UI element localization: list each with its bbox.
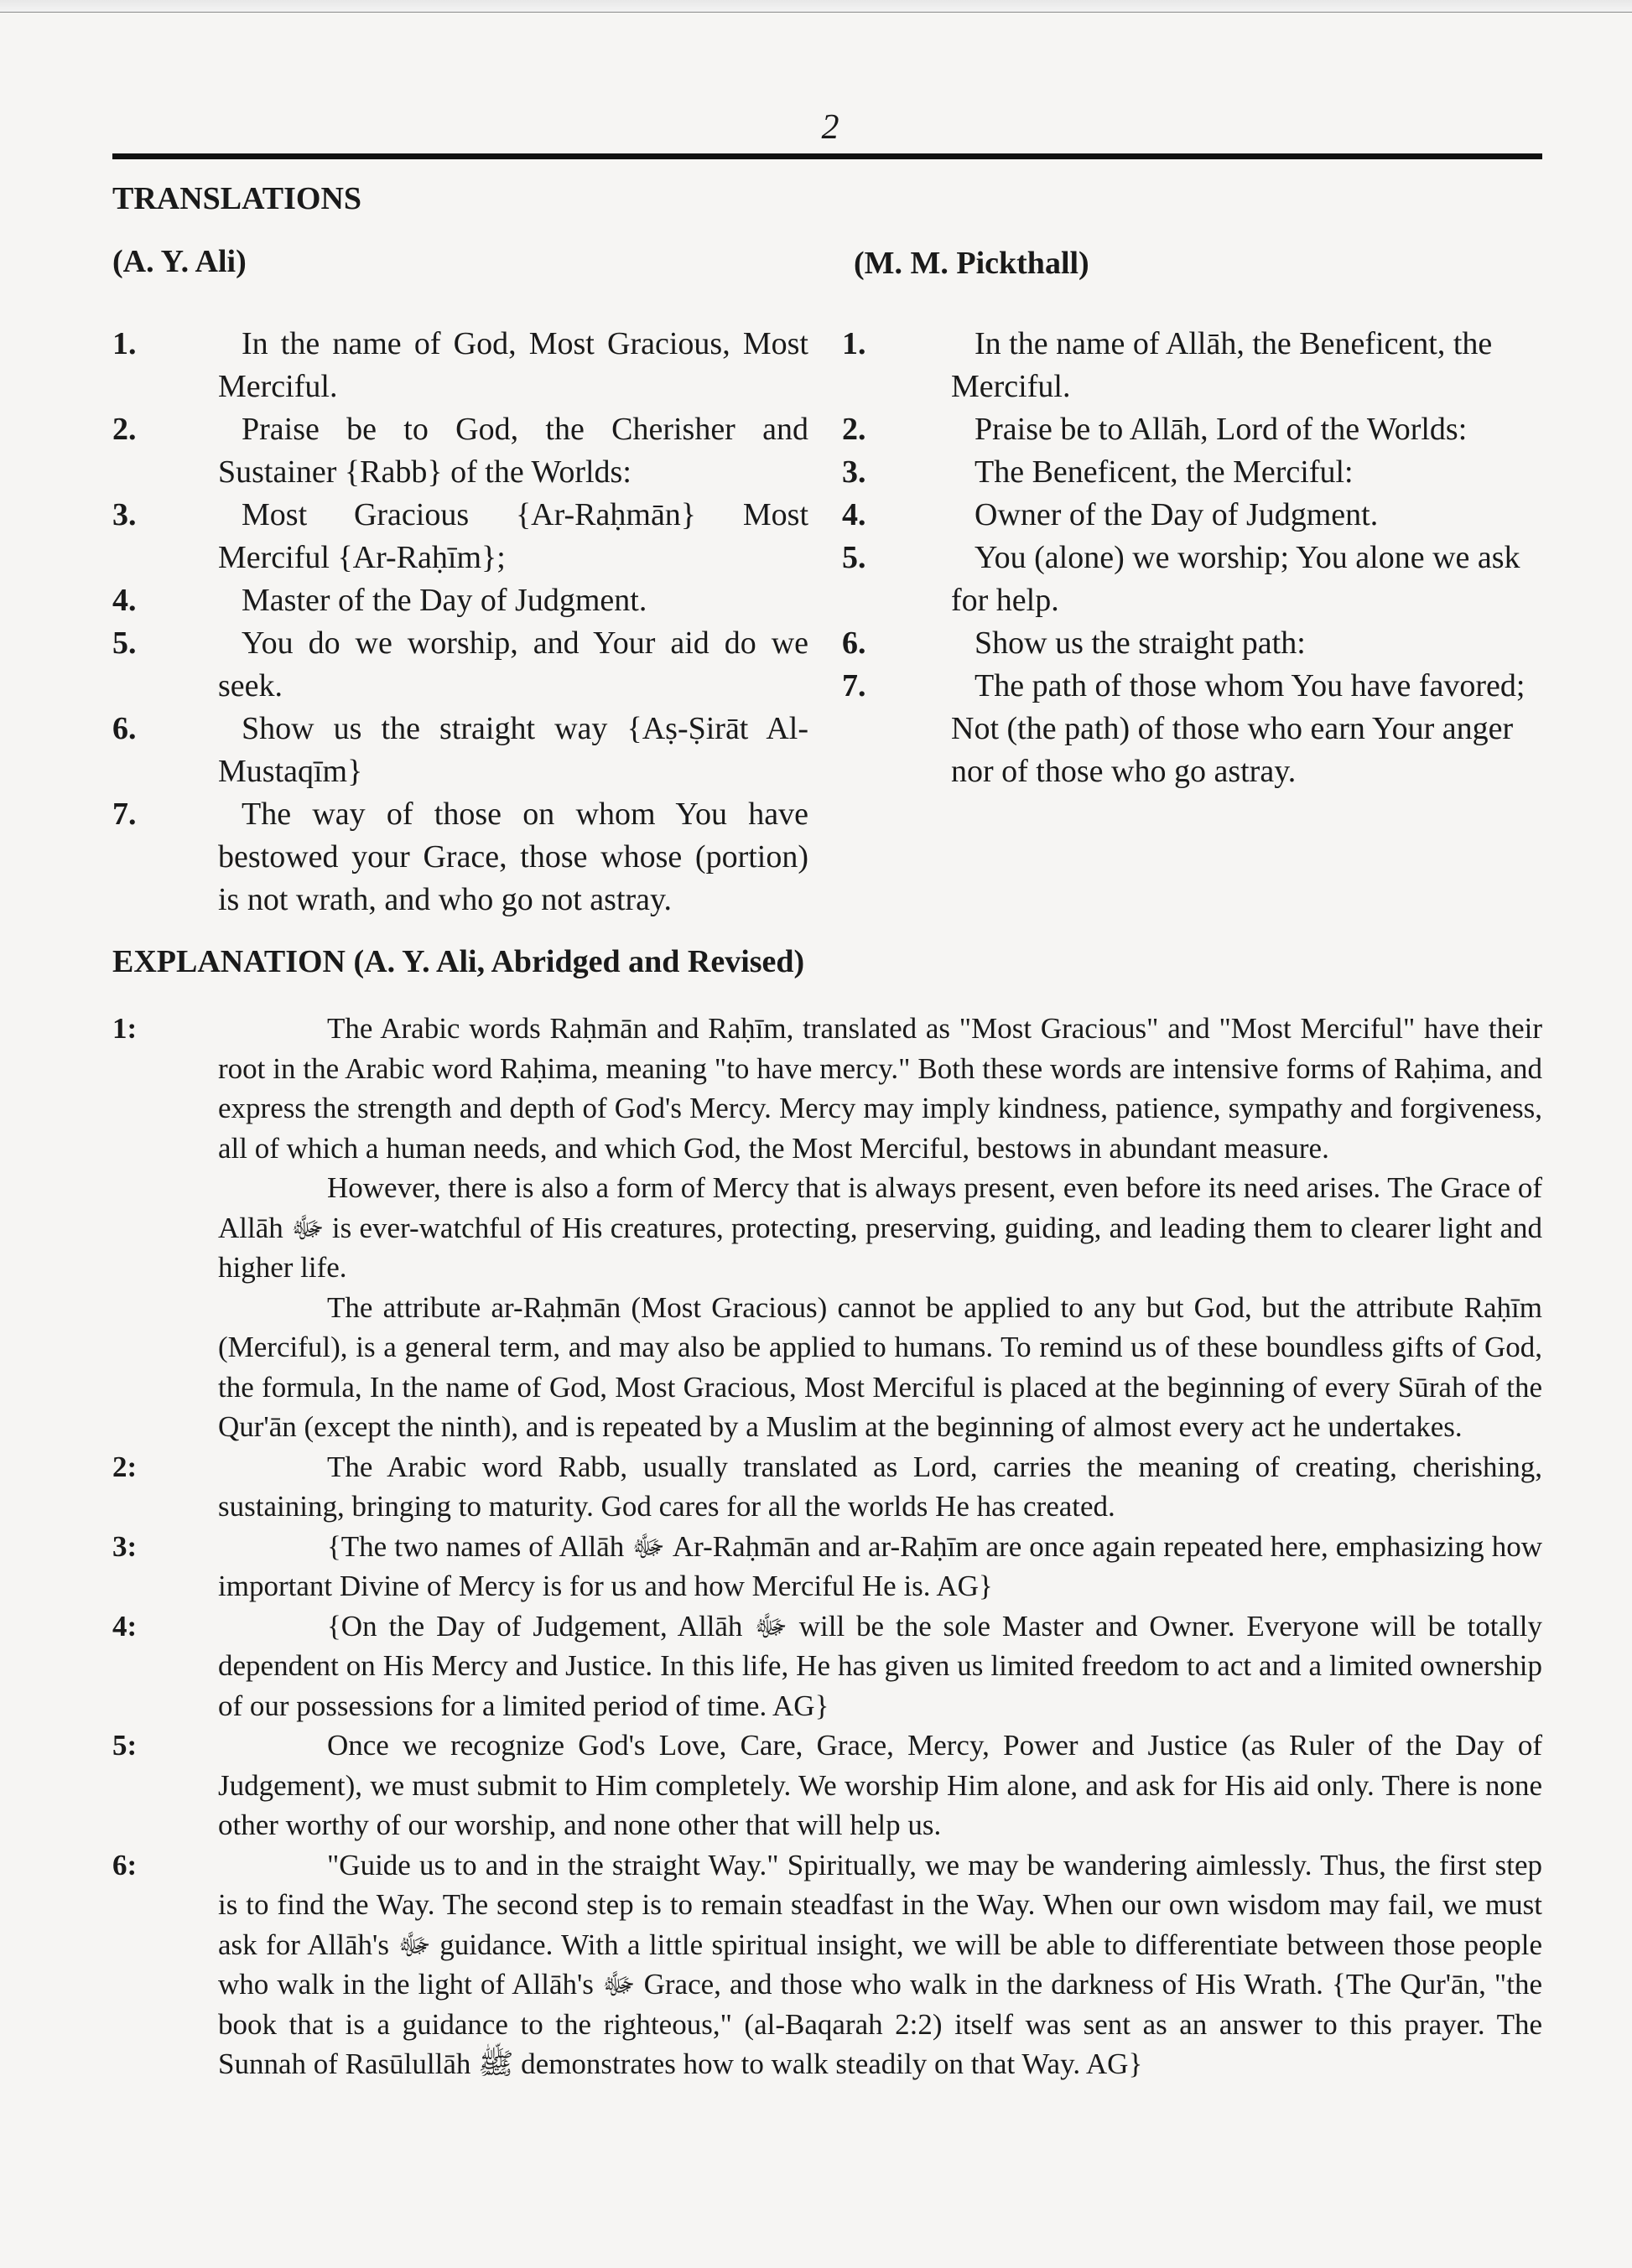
translation-column-pickthall bbox=[842, 323, 1542, 793]
translation-item bbox=[842, 494, 1542, 537]
verse-number: 4. bbox=[842, 497, 866, 532]
explanation-item bbox=[112, 1606, 1542, 1726]
explanation-paragraph: The Arabic word Rabb, usually translated as Lord, carries the meaning of creating, cherishing, sustaining, bringing to maturity. God cares for all the worlds He has created. bbox=[218, 1450, 1542, 1523]
verse-number: 4: bbox=[112, 1609, 138, 1643]
explanation-paragraph: {The two names of Allāh ﷻ Ar-Raḥmān and ar-Raḥīm are once again repeated here, emphasizing how important Divine of Mercy is for us and how Merciful He is. AG} bbox=[218, 1529, 1542, 1602]
translator-right-heading: (M. M. Pickthall) bbox=[854, 246, 1089, 281]
verse-text: The way of those on whom You have bestowed your Grace, those whose (portion) is not wrath, and who go not astray. bbox=[218, 797, 808, 917]
explanation-item bbox=[112, 1527, 1542, 1606]
translation-column-ali bbox=[112, 323, 808, 921]
translation-item bbox=[842, 665, 1542, 793]
verse-text: In the name of God, Most Gracious, Most Merciful. bbox=[218, 326, 808, 404]
explanation-item bbox=[112, 1845, 1542, 2084]
explanation-body bbox=[218, 1447, 1542, 1527]
header-rule bbox=[112, 153, 1542, 159]
translation-item bbox=[112, 494, 808, 579]
translation-item bbox=[112, 793, 808, 921]
verse-number: 4. bbox=[112, 583, 137, 618]
verse-number: 3: bbox=[112, 1529, 138, 1563]
explanation-paragraph: "Guide us to and in the straight Way." Spiritually, we may be wandering aimlessly. Thus, the first step is to find the Way. The second step is to remain steadfast in the Way. When our own wisdom may fail, we must ask for Allāh's ﷻ guidance. With a little spiritual insight, we will be able to differentiate between those people who walk in the light of Allāh's ﷻ Grace, and those who walk in the darkness of His Wrath. {The Qur'ān, "the book that is a guidance to the righteous," (al-Baqarah 2:2) itself was sent as an answer to this prayer. The Sunnah of Rasūlullāh ﷺ demonstrates how to walk steadily on that Way. AG} bbox=[218, 1848, 1542, 2080]
page-top-edge bbox=[0, 0, 1632, 13]
verse-text: Show us the straight path: bbox=[975, 625, 1306, 661]
verse-number: 5: bbox=[112, 1729, 138, 1762]
verse-number: 1. bbox=[112, 326, 137, 361]
explanation-item bbox=[112, 1009, 1542, 1447]
verse-number: 1. bbox=[842, 326, 866, 361]
verse-number: 2: bbox=[112, 1450, 138, 1483]
verse-number: 6. bbox=[112, 711, 137, 746]
explanation-body bbox=[218, 1606, 1542, 1726]
translation-item bbox=[842, 323, 1542, 408]
verse-text: Praise be to Allāh, Lord of the Worlds: bbox=[975, 412, 1468, 447]
explanation-paragraph: {On the Day of Judgement, Allāh ﷻ will be the sole Master and Owner. Everyone will be totally dependent on His Mercy and Justice. In this life, He has given us limited freedom to act and a limited ownership of our possessions for a limited period of time. AG} bbox=[218, 1609, 1542, 1722]
verse-number: 6. bbox=[842, 625, 866, 661]
explanation-item bbox=[112, 1447, 1542, 1527]
translation-item bbox=[112, 408, 808, 494]
verse-text: Show us the straight way {Aṣ-Ṣirāt Al-Mustaqīm} bbox=[218, 711, 808, 789]
translations-heading: TRANSLATIONS bbox=[112, 181, 362, 216]
verse-text: You do we worship, and Your aid do we seek. bbox=[218, 625, 808, 703]
verse-number: 2. bbox=[112, 412, 137, 447]
explanation-paragraph: The attribute ar-Raḥmān (Most Gracious) cannot be applied to any but God, but the attribute Raḥīm (Merciful), is a general term, and may also be applied to humans. To remind us of these boundless gifts of God, the formula, In the name of God, Most Gracious, Most Merciful is placed at the beginning of every Sūrah of the Qur'ān (except the ninth), and is repeated by a Muslim at the beginning of almost every act he undertakes. bbox=[218, 1290, 1542, 1443]
verse-number: 7. bbox=[842, 668, 866, 703]
explanation-body bbox=[218, 1726, 1542, 1845]
verse-number: 3. bbox=[842, 454, 866, 490]
translator-left-heading: (A. Y. Ali) bbox=[112, 244, 247, 279]
explanation-body bbox=[218, 1845, 1542, 2084]
verse-number: 5. bbox=[842, 540, 866, 575]
explanation-list bbox=[112, 1009, 1542, 2084]
explanation-paragraph: The Arabic words Raḥmān and Raḥīm, translated as "Most Gracious" and "Most Merciful" have their root in the Arabic word Raḥima, meaning "to have mercy." Both these words are intensive forms of Raḥima, and express the strength and depth of God's Mercy. Mercy may imply kindness, patience, sympathy and forgiveness, all of which a human needs, and which God, the Most Merciful, bestows in abundant measure. bbox=[218, 1012, 1542, 1165]
translation-item bbox=[842, 451, 1542, 494]
verse-text: In the name of Allāh, the Beneficent, the Merciful. bbox=[951, 326, 1493, 404]
page-number: 2 bbox=[821, 108, 839, 147]
explanation-body bbox=[218, 1009, 1542, 1447]
verse-number: 3. bbox=[112, 497, 137, 532]
verse-number: 5. bbox=[112, 625, 137, 661]
explanation-body bbox=[218, 1527, 1542, 1606]
verse-number: 2. bbox=[842, 412, 866, 447]
explanation-paragraph: However, there is also a form of Mercy that is always present, even before its need arises. The Grace of Allāh ﷻ is ever-watchful of His creatures, protecting, preserving, guiding, and leading them to clearer light and higher life. bbox=[218, 1171, 1542, 1284]
translation-item bbox=[112, 622, 808, 708]
verse-number: 7. bbox=[112, 797, 137, 832]
verse-text: Most Gracious {Ar-Raḥmān} Most Merciful {Ar-Raḥīm}; bbox=[218, 497, 808, 575]
translation-item bbox=[842, 622, 1542, 665]
verse-text: The path of those whom You have favored; Not (the path) of those who earn Your anger nor of those who go astray. bbox=[951, 668, 1525, 789]
translation-item bbox=[842, 408, 1542, 451]
translation-item bbox=[112, 708, 808, 793]
translation-item bbox=[112, 579, 808, 622]
verse-text: Master of the Day of Judgment. bbox=[242, 583, 647, 618]
verse-number: 1: bbox=[112, 1012, 138, 1045]
explanation-paragraph: Once we recognize God's Love, Care, Grace, Mercy, Power and Justice (as Ruler of the Day of Judgement), we must submit to Him completely. We worship Him alone, and ask for His aid only. There is none other worthy of our worship, and none other that will help us. bbox=[218, 1729, 1542, 1841]
verse-text: The Beneficent, the Merciful: bbox=[975, 454, 1354, 490]
verse-text: You (alone) we worship; You alone we ask for help. bbox=[951, 540, 1520, 618]
verse-text: Praise be to God, the Cherisher and Sustainer {Rabb} of the Worlds: bbox=[218, 412, 808, 490]
translation-item bbox=[842, 537, 1542, 622]
explanation-heading: EXPLANATION (A. Y. Ali, Abridged and Revised) bbox=[112, 944, 805, 979]
verse-number: 6: bbox=[112, 1848, 138, 1881]
translation-item bbox=[112, 323, 808, 408]
verse-text: Owner of the Day of Judgment. bbox=[975, 497, 1379, 532]
explanation-item bbox=[112, 1726, 1542, 1845]
